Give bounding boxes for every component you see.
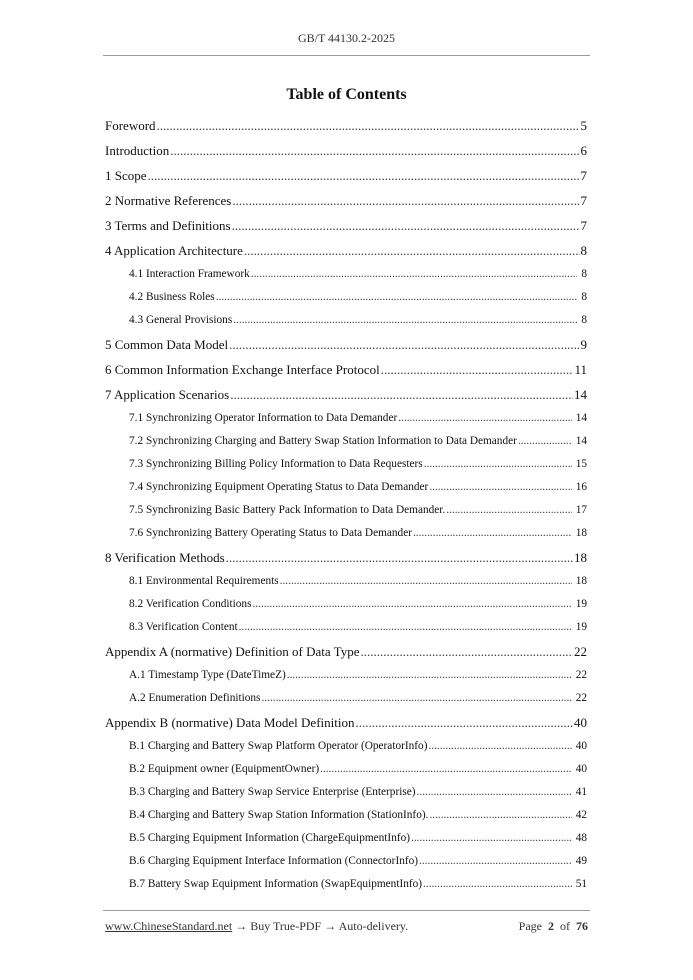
toc-entry[interactable] [105,118,587,143]
header-divider [103,55,590,56]
toc-entry-title: B.1 Charging and Battery Swap Platform Operator (OperatorInfo) [129,740,428,752]
toc-entry-title: B.3 Charging and Battery Swap Service Enterprise (Enterprise) [129,786,416,798]
toc-entry[interactable] [105,504,587,527]
toc-leader-dots [280,575,572,587]
page-total: 76 [576,919,588,933]
toc-entry[interactable] [105,644,587,669]
toc-entry-title: 7.6 Synchronizing Battery Operating Status to Data Demander [129,527,412,539]
toc-entry-page: 22 [574,644,587,659]
toc-entry[interactable] [105,669,587,692]
toc-entry[interactable] [105,193,587,218]
toc-entry[interactable] [105,598,587,621]
toc-leader-dots [411,832,572,844]
toc-entry-page: 40 [574,715,587,730]
toc-entry-page: 22 [575,669,587,681]
toc-entry[interactable] [105,143,587,168]
toc-entry[interactable] [105,362,587,387]
toc-leader-dots [381,362,574,378]
toc-leader-dots [226,550,573,566]
toc-entry-title: 7.3 Synchronizing Billing Policy Information to Data Requesters [129,458,423,470]
toc-entry[interactable] [105,243,587,268]
toc-entry-title: 8.2 Verification Conditions [129,598,252,610]
toc-leader-dots [251,268,578,280]
toc-entry-title: 7 Application Scenarios [105,387,230,402]
toc-leader-dots [446,504,571,516]
toc-leader-dots [398,412,571,424]
toc-leader-dots [230,387,573,403]
arrow-icon: → [235,919,248,933]
toc-entry[interactable] [105,387,587,412]
toc-entry-page: 8 [580,243,587,258]
toc-entry-page: 18 [575,527,587,539]
toc-entry-page: 9 [580,337,587,352]
toc-entry-page: 5 [580,118,587,133]
toc-entry-page: 7 [580,193,587,208]
toc-entry-title: Appendix B (normative) Data Model Definition [105,715,355,730]
of-label: of [560,919,570,933]
toc-leader-dots [244,243,580,259]
toc-leader-dots [417,786,572,798]
toc-entry-title: Appendix A (normative) Definition of Data Type [105,644,360,659]
toc-entry-title: Foreword [105,118,156,133]
toc-entry-title: 1 Scope [105,168,147,183]
toc-entry-page: 11 [574,362,587,377]
toc-leader-dots [157,118,580,134]
toc-entry[interactable] [105,692,587,715]
toc-entry[interactable] [105,763,587,786]
toc-entry-title: B.5 Charging Equipment Information (ChargeEquipmentInfo) [129,832,411,844]
toc-entry-page: 18 [574,550,587,565]
toc-leader-dots [148,168,580,184]
toc-entry[interactable] [105,337,587,362]
toc-entry-page: 6 [580,143,587,158]
toc-entry-title: B.2 Equipment owner (EquipmentOwner) [129,763,320,775]
toc-entry-page: 49 [575,855,587,867]
toc-leader-dots [518,435,572,447]
toc-entry-page: 42 [575,809,587,821]
toc-leader-dots [429,481,571,493]
toc-entry[interactable] [105,412,587,435]
toc-entry-page: 14 [575,435,587,447]
page-number: 2 [548,919,554,933]
toc-entry-title: 8 Verification Methods [105,550,225,565]
toc-entry-page: 51 [575,878,587,890]
toc-leader-dots [320,763,572,775]
toc-entry[interactable] [105,878,587,901]
toc-leader-dots [419,855,572,867]
toc-entry-page: 17 [575,504,587,516]
toc-entry-title: 4.1 Interaction Framework [129,268,250,280]
toc-entry-title: Introduction [105,143,170,158]
toc-leader-dots [428,740,571,752]
toc-entry-page: 14 [574,387,587,402]
buy-link[interactable]: Buy True-PDF [250,919,322,933]
page-indicator [519,919,588,934]
toc-entry-title: 4.3 General Provisions [129,314,233,326]
toc-leader-dots [216,291,578,303]
footer-divider [103,910,590,911]
toc-entry-page: 40 [575,763,587,775]
toc-leader-dots [229,337,579,353]
toc-entry[interactable] [105,314,587,337]
toc-entry-page: 8 [581,314,587,326]
toc-entry[interactable] [105,786,587,809]
toc-entry-title: B.7 Battery Swap Equipment Information (SwapEquipmentInfo) [129,878,423,890]
toc-entry-page: 40 [575,740,587,752]
toc-entry-page: 15 [575,458,587,470]
toc-entry[interactable] [105,621,587,644]
toc-entry-page: 19 [575,621,587,633]
toc-entry-title: 2 Normative References [105,193,232,208]
toc-entry[interactable] [105,855,587,878]
toc-entry-title: 7.4 Synchronizing Equipment Operating Status to Data Demander [129,481,429,493]
toc-entry-title: 7.5 Synchronizing Basic Battery Pack Information to Data Demander. [129,504,446,516]
toc-entry-page: 16 [575,481,587,493]
toc-entry[interactable] [105,550,587,575]
footer-promo [105,919,408,934]
toc-leader-dots [252,598,571,610]
table-of-contents [105,118,587,901]
toc-entry-page: 22 [575,692,587,704]
toc-entry-page: 14 [575,412,587,424]
toc-entry-page: 8 [581,268,587,280]
toc-entry-title: 4.2 Business Roles [129,291,215,303]
toc-entry[interactable] [105,740,587,763]
toc-leader-dots [423,878,572,890]
toc-leader-dots [429,809,571,821]
toc-entry[interactable] [105,715,587,740]
toc-leader-dots [424,458,572,470]
toc-entry[interactable] [105,527,587,550]
toc-entry[interactable] [105,458,587,481]
toc-leader-dots [239,621,572,633]
toc-entry-page: 7 [580,218,587,233]
toc-entry-title: A.2 Enumeration Definitions [129,692,261,704]
toc-entry-page: 48 [575,832,587,844]
toc-entry-page: 41 [575,786,587,798]
auto-delivery-text: Auto-delivery. [338,919,409,933]
toc-leader-dots [170,143,579,159]
toc-entry-page: 7 [580,168,587,183]
toc-entry-page: 8 [581,291,587,303]
toc-leader-dots [360,644,573,660]
toc-entry[interactable] [105,832,587,855]
toc-entry-title: B.6 Charging Equipment Interface Information (ConnectorInfo) [129,855,419,867]
toc-entry[interactable] [105,435,587,458]
toc-entry-page: 18 [575,575,587,587]
page-header: GB/T 44130.2-2025 [297,31,396,45]
toc-leader-dots [287,669,572,681]
toc-entry[interactable] [105,575,587,598]
toc-entry[interactable] [105,168,587,193]
toc-entry-title: B.4 Charging and Battery Swap Station Information (StationInfo). [129,809,429,821]
toc-entry-title: 7.2 Synchronizing Charging and Battery Swap Station Information to Data Demander [129,435,517,447]
website-link[interactable]: www.ChineseStandard.net [105,919,233,933]
toc-entry[interactable] [105,291,587,314]
toc-entry-title: 7.1 Synchronizing Operator Information to Data Demander [129,412,398,424]
page-title: Table of Contents [286,86,407,103]
toc-leader-dots [413,527,572,539]
toc-entry-title: 8.1 Environmental Requirements [129,575,279,587]
toc-leader-dots [232,193,579,209]
toc-entry-title: A.1 Timestamp Type (DateTimeZ) [129,669,286,681]
toc-entry-title: 5 Common Data Model [105,337,229,352]
toc-leader-dots [355,715,573,731]
page-label: Page [518,919,542,933]
toc-entry[interactable] [105,268,587,291]
toc-entry-title: 6 Common Information Exchange Interface Protocol [105,362,380,377]
toc-entry-page: 19 [575,598,587,610]
toc-entry[interactable] [105,809,587,832]
toc-entry-title: 8.3 Verification Content [129,621,238,633]
toc-leader-dots [232,218,580,234]
toc-leader-dots [261,692,571,704]
toc-leader-dots [233,314,577,326]
toc-entry-title: 4 Application Architecture [105,243,243,258]
arrow-icon: → [324,919,337,933]
toc-entry-title: 3 Terms and Definitions [105,218,231,233]
toc-entry[interactable] [105,481,587,504]
toc-entry[interactable] [105,218,587,243]
